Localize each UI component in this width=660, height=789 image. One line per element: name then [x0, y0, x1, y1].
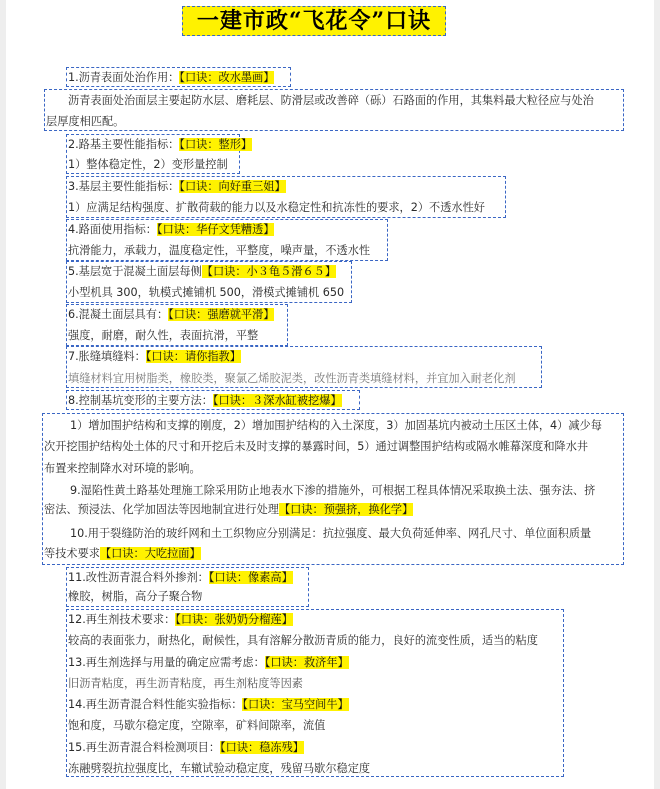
mnemonic-highlight: 【口诀：小３龟５滑６５】 — [201, 265, 337, 278]
item-heading: 12.再生剂技术要求：【口诀：张奶奶分榴莲】 — [68, 613, 293, 626]
item-body: 小型机具 300，轨模式摊铺机 500，滑模式摊铺机 650 — [68, 286, 345, 299]
mnemonic-highlight: 【口诀：请你指教】 — [145, 350, 241, 363]
item-body: 层厚度相匹配。 — [46, 115, 125, 128]
item-body: 次开挖围护结构处土体的尺寸和开挖后未及时支撑的暴露时间，5）通过调整围护结构或隔水帷幕深度和降水井 — [44, 440, 589, 453]
mnemonic-highlight: 【口诀：宝马空间牛】 — [242, 698, 349, 711]
item-body: 抗滑能力，承载力，温度稳定性，平整度，噪声量，不透水性 — [68, 244, 371, 257]
item-heading-cont: 密法、预浸法、化学加固法等因地制宜进行处理【口诀：预强挤，换化学】 — [44, 503, 414, 516]
mnemonic-highlight: 【口诀：大吃拉面】 — [99, 547, 201, 560]
item-body: 布置来控制降水对环境的影响。 — [44, 462, 201, 475]
page-edge-left — [0, 0, 6, 789]
item-body: 1）整体稳定性，2）变形量控制 — [68, 158, 228, 171]
item-body: 旧沥青粘度，再生沥青粘度，再生剂粘度等因素 — [68, 677, 303, 690]
page-title: 一建市政“飞花令”口诀 — [182, 6, 446, 36]
item-heading: 1.沥青表面处治作用：【口诀：改水墨画】 — [68, 71, 275, 84]
item-heading: 7.胀缝填缝料：【口诀：请你指教】 — [68, 350, 241, 363]
item-heading: 10.用于裂缝防治的玻纤网和土工织物应分别满足：抗拉强度、最大负荷延伸率、网孔尺寸、单位面积质量 — [70, 527, 592, 540]
item-heading: 6.混凝土面层具有：【口诀：强磨就平滑】 — [68, 308, 275, 321]
item-heading: 13.再生剂选择与用量的确定应需考虑：【口诀：救济年】 — [68, 656, 349, 669]
item-heading-cont: 等技术要求【口诀：大吃拉面】 — [44, 547, 201, 560]
item-heading: 2.路基主要性能指标：【口诀：整形】 — [68, 138, 253, 151]
item-body: 1）增加围护结构和支撑的刚度，2）增加围护结构的入土深度，3）加固基坑内被动土压区土体，4）减少每 — [70, 419, 602, 432]
mnemonic-highlight: 【口诀：预强挤，换化学】 — [278, 503, 414, 516]
mnemonic-highlight: 【口诀：整形】 — [179, 138, 253, 151]
mnemonic-highlight: 【口诀：华仔文凭糟透】 — [157, 223, 275, 236]
mnemonic-highlight: 【口诀：改水墨画】 — [179, 71, 275, 84]
mnemonic-highlight: 【口诀：强磨就平滑】 — [168, 308, 275, 321]
item-heading: 8.控制基坑变形的主要方法：【口诀：３深水缸被挖爆】 — [68, 394, 342, 407]
item-heading: 4.路面使用指标：【口诀：华仔文凭糟透】 — [68, 223, 275, 236]
item-heading: 14.再生沥青混合料性能实验指标：【口诀：宝马空间牛】 — [68, 698, 349, 711]
mnemonic-highlight: 【口诀：向好重三姐】 — [179, 180, 286, 193]
mnemonic-highlight: 【口诀：像素高】 — [208, 571, 293, 584]
item-heading: 15.再生沥青混合料检测项目：【口诀：稳冻残】 — [68, 741, 304, 754]
item-body: 1）应满足结构强度、扩散荷载的能力以及水稳定性和抗冻性的要求，2）不透水性好 — [68, 201, 485, 214]
item-body: 饱和度，马歇尔稳定度，空隙率，矿料间隙率，流值 — [68, 719, 326, 732]
item-body: 强度，耐磨，耐久性，表面抗滑，平整 — [68, 329, 259, 342]
item-body: 橡胶，树脂，高分子聚合物 — [68, 590, 203, 603]
item-heading: 9.湿陷性黄土路基处理施工除采用防止地表水下渗的措施外，可根据工程具体情况采取换土法、强夯法、挤 — [70, 484, 596, 497]
item-body: 填缝材料宜用树脂类，橡胶类，聚氯乙烯胶泥类，改性沥青类填缝材料，并宜加入耐老化剂 — [68, 372, 516, 385]
mnemonic-highlight: 【口诀：３深水缸被挖爆】 — [212, 394, 342, 407]
item-heading: 5.基层宽于混凝土面层每侧【口诀：小３龟５滑６５】 — [68, 265, 337, 278]
mnemonic-highlight: 【口诀：稳冻残】 — [220, 741, 304, 754]
mnemonic-highlight: 【口诀：救济年】 — [264, 656, 349, 669]
item-heading: 11.改性沥青混合料外掺剂：【口诀：像素高】 — [68, 571, 293, 584]
mnemonic-highlight: 【口诀：张奶奶分榴莲】 — [175, 613, 293, 626]
item-heading: 3.基层主要性能指标：【口诀：向好重三姐】 — [68, 180, 286, 193]
item-body: 较高的表面张力，耐热化，耐候性，具有溶解分散沥青质的能力，良好的流变性质，适当的粘度 — [68, 634, 538, 647]
item-body: 沥青表面处治面层主要起防水层、磨耗层、防滑层或改善碎（砾）石路面的作用，其集料最大粒径应与处治 — [68, 94, 594, 107]
page-edge-right — [654, 0, 660, 789]
item-body: 冻融劈裂抗拉强度比，车辙试验动稳定度，残留马歇尔稳定度 — [68, 762, 371, 775]
